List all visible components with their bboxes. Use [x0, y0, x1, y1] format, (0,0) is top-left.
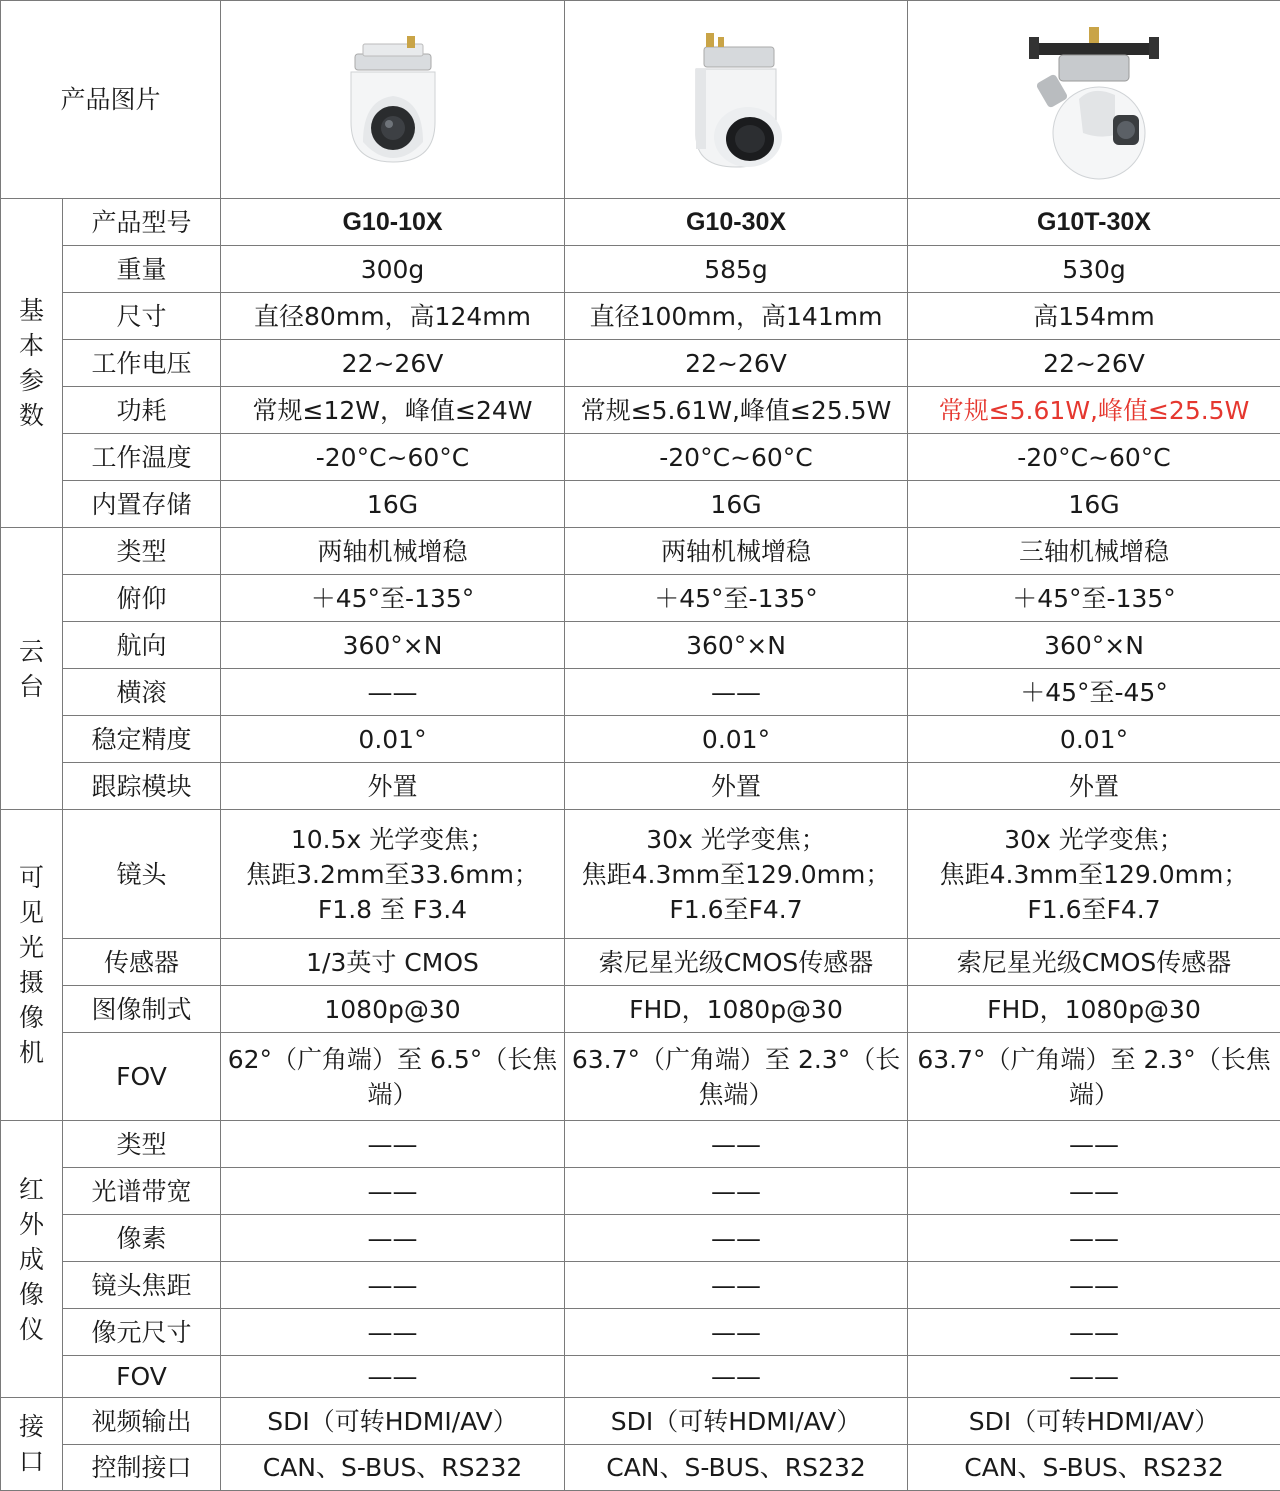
- cell-value: ——: [221, 1309, 565, 1356]
- row-label: 类型: [63, 1121, 221, 1168]
- cell-value: -20°C~60°C: [221, 434, 565, 481]
- table-row: [1, 763, 1280, 810]
- cell-value: 22~26V: [221, 340, 565, 387]
- product-image-label: 产品图片: [1, 1, 221, 199]
- table-row: [1, 387, 1280, 434]
- cell-value: ——: [221, 1215, 565, 1262]
- cell-value: 22~26V: [908, 340, 1280, 387]
- table-row: [1, 1398, 1280, 1445]
- cell-value: 高154mm: [908, 293, 1280, 340]
- table-row: [1, 1033, 1280, 1121]
- cell-value: SDI（可转HDMI/AV）: [908, 1398, 1280, 1445]
- cell-value: 360°×N: [221, 622, 565, 669]
- row-label: 功耗: [63, 387, 221, 434]
- product-image-row: [1, 1, 1280, 199]
- row-label: 像元尺寸: [63, 1309, 221, 1356]
- cell-value: ——: [565, 1121, 908, 1168]
- row-label: 镜头: [63, 810, 221, 939]
- cell-value: CAN、S-BUS、RS232: [565, 1445, 908, 1491]
- table-row: [1, 810, 1280, 939]
- gimbal-camera-g10t-30x-icon: [1019, 15, 1169, 185]
- row-label: 工作温度: [63, 434, 221, 481]
- section-infrared-label: 红 外 成 像 仪: [1, 1121, 63, 1398]
- cell-value: 常规≤12W，峰值≤24W: [221, 387, 565, 434]
- cell-value: FHD，1080p@30: [908, 986, 1280, 1033]
- cell-value: CAN、S-BUS、RS232: [908, 1445, 1280, 1491]
- row-label: 图像制式: [63, 986, 221, 1033]
- row-label: FOV: [63, 1356, 221, 1398]
- lens-spec: 10.5x 光学变焦； 焦距3.2mm至33.6mm； F1.8 至 F3.4: [221, 810, 565, 939]
- gimbal-camera-g10-10x-icon: [333, 30, 453, 170]
- cell-value: 360°×N: [565, 622, 908, 669]
- cell-value: 索尼星光级CMOS传感器: [908, 939, 1280, 986]
- cell-value: 索尼星光级CMOS传感器: [565, 939, 908, 986]
- cell-value: ——: [221, 1121, 565, 1168]
- row-label: 镜头焦距: [63, 1262, 221, 1309]
- product-image-cell: [908, 1, 1280, 199]
- cell-value: ——: [565, 1356, 908, 1398]
- table-row: [1, 1168, 1280, 1215]
- cell-value: ——: [221, 1168, 565, 1215]
- cell-value: 直径80mm，高124mm: [221, 293, 565, 340]
- row-label: 传感器: [63, 939, 221, 986]
- gimbal-camera-g10-30x-icon: [676, 25, 796, 175]
- cell-value: ——: [908, 1215, 1280, 1262]
- table-row: [1, 939, 1280, 986]
- table-row: [1, 622, 1280, 669]
- cell-value: 外置: [221, 763, 565, 810]
- cell-value: SDI（可转HDMI/AV）: [221, 1398, 565, 1445]
- cell-value: ＋45°至-135°: [565, 575, 908, 622]
- table-row: [1, 986, 1280, 1033]
- cell-value: 直径100mm，高141mm: [565, 293, 908, 340]
- cell-value: ＋45°至-45°: [908, 669, 1280, 716]
- table-row: [1, 246, 1280, 293]
- cell-value: -20°C~60°C: [565, 434, 908, 481]
- cell-value: ——: [565, 1309, 908, 1356]
- row-label: FOV: [63, 1033, 221, 1121]
- lens-spec: 30x 光学变焦； 焦距4.3mm至129.0mm； F1.6至F4.7: [565, 810, 908, 939]
- table-row: [1, 481, 1280, 528]
- cell-value: 300g: [221, 246, 565, 293]
- cell-value: CAN、S-BUS、RS232: [221, 1445, 565, 1491]
- table-row: [1, 1356, 1280, 1398]
- row-label: 光谱带宽: [63, 1168, 221, 1215]
- cell-value: 常规≤5.61W,峰值≤25.5W: [565, 387, 908, 434]
- cell-value: ——: [221, 1356, 565, 1398]
- cell-value: 0.01°: [908, 716, 1280, 763]
- product-image-cell: [221, 1, 565, 199]
- row-label: 稳定精度: [63, 716, 221, 763]
- model-name: G10-30X: [565, 199, 908, 246]
- cell-value: 63.7°（广角端）至 2.3°（长焦端）: [908, 1033, 1280, 1121]
- cell-value: ——: [908, 1168, 1280, 1215]
- table-row: [1, 434, 1280, 481]
- cell-value: ——: [565, 669, 908, 716]
- row-label: 横滚: [63, 669, 221, 716]
- cell-value: -20°C~60°C: [908, 434, 1280, 481]
- cell-value: SDI（可转HDMI/AV）: [565, 1398, 908, 1445]
- cell-value: FHD，1080p@30: [565, 986, 908, 1033]
- row-label: 类型: [63, 528, 221, 575]
- model-name: G10T-30X: [908, 199, 1280, 246]
- table-row: [1, 293, 1280, 340]
- section-interface-label: 接 口: [1, 1398, 63, 1491]
- cell-value: 530g: [908, 246, 1280, 293]
- cell-value: ——: [565, 1262, 908, 1309]
- cell-value: 0.01°: [565, 716, 908, 763]
- cell-value: 62°（广角端）至 6.5°（长焦端）: [221, 1033, 565, 1121]
- row-label: 内置存储: [63, 481, 221, 528]
- cell-value: ——: [565, 1215, 908, 1262]
- cell-value: 0.01°: [221, 716, 565, 763]
- row-label: 像素: [63, 1215, 221, 1262]
- table-row: [1, 669, 1280, 716]
- cell-value: 外置: [565, 763, 908, 810]
- cell-value: ——: [908, 1262, 1280, 1309]
- cell-value: 1/3英寸 CMOS: [221, 939, 565, 986]
- cell-value: 两轴机械增稳: [221, 528, 565, 575]
- product-image-cell: [565, 1, 908, 199]
- table-row: [1, 1215, 1280, 1262]
- table-row: [1, 340, 1280, 387]
- cell-value: 两轴机械增稳: [565, 528, 908, 575]
- table-row: [1, 199, 1280, 246]
- cell-value: ——: [221, 1262, 565, 1309]
- row-label: 跟踪模块: [63, 763, 221, 810]
- table-row: [1, 575, 1280, 622]
- cell-value: ——: [908, 1356, 1280, 1398]
- table-row: [1, 1309, 1280, 1356]
- cell-value: ＋45°至-135°: [908, 575, 1280, 622]
- row-label: 尺寸: [63, 293, 221, 340]
- cell-value: 16G: [221, 481, 565, 528]
- cell-value: ——: [908, 1309, 1280, 1356]
- lens-spec: 30x 光学变焦； 焦距4.3mm至129.0mm； F1.6至F4.7: [908, 810, 1280, 939]
- row-label: 航向: [63, 622, 221, 669]
- cell-value: 1080p@30: [221, 986, 565, 1033]
- section-visible-camera-label: 可 见 光 摄 像 机: [1, 810, 63, 1121]
- row-label: 俯仰: [63, 575, 221, 622]
- cell-value: 585g: [565, 246, 908, 293]
- model-name: G10-10X: [221, 199, 565, 246]
- table-row: [1, 1121, 1280, 1168]
- section-basic-label: 基 本 参 数: [1, 199, 63, 528]
- cell-value: 16G: [565, 481, 908, 528]
- cell-value: ——: [908, 1121, 1280, 1168]
- row-label: 重量: [63, 246, 221, 293]
- row-label: 产品型号: [63, 199, 221, 246]
- cell-value: ＋45°至-135°: [221, 575, 565, 622]
- cell-value: ——: [565, 1168, 908, 1215]
- section-gimbal-label: 云 台: [1, 528, 63, 810]
- cell-value: ——: [221, 669, 565, 716]
- row-label: 视频输出: [63, 1398, 221, 1445]
- table-row: [1, 528, 1280, 575]
- row-label: 工作电压: [63, 340, 221, 387]
- cell-value: 22~26V: [565, 340, 908, 387]
- row-label: 控制接口: [63, 1445, 221, 1491]
- table-row: [1, 1262, 1280, 1309]
- cell-value: 63.7°（广角端）至 2.3°（长焦端）: [565, 1033, 908, 1121]
- table-row: [1, 1445, 1280, 1491]
- cell-value: 三轴机械增稳: [908, 528, 1280, 575]
- highlighted-value: 常规≤5.61W,峰值≤25.5W: [908, 387, 1280, 434]
- cell-value: 360°×N: [908, 622, 1280, 669]
- table-row: [1, 716, 1280, 763]
- cell-value: 16G: [908, 481, 1280, 528]
- cell-value: 外置: [908, 763, 1280, 810]
